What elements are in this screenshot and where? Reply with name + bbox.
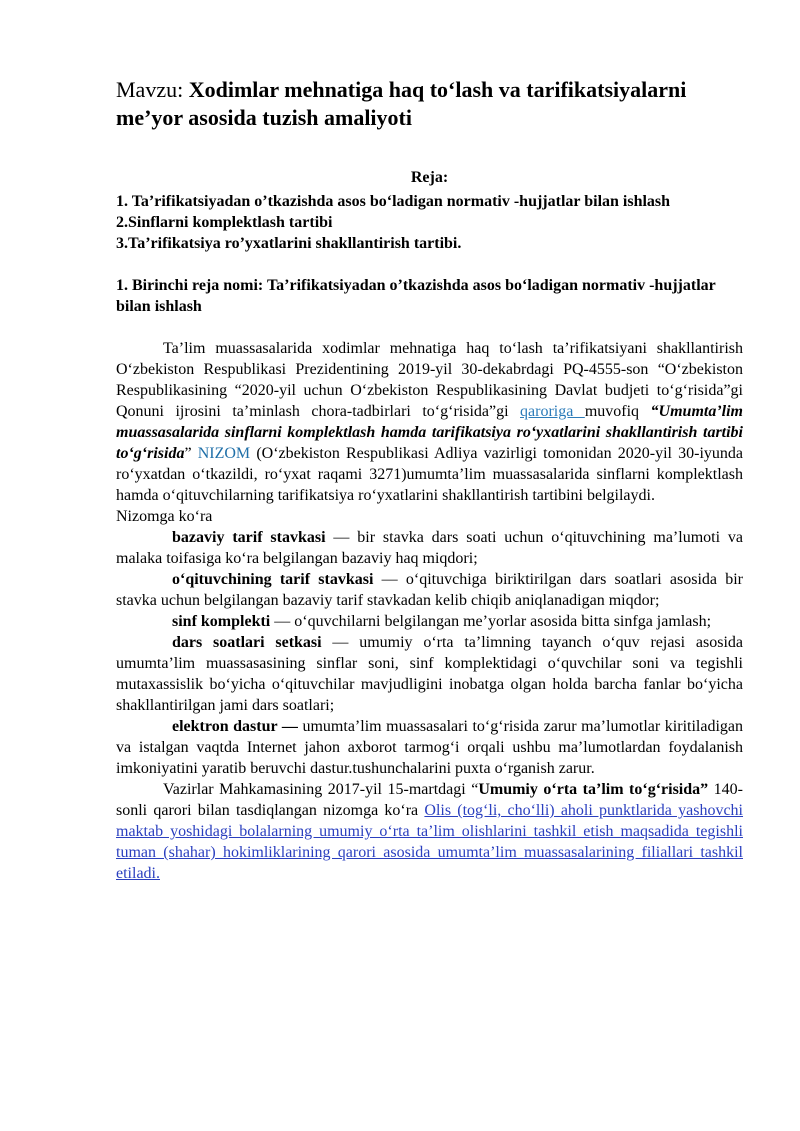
definition-term: o‘qituvchining tarif stavkasi (172, 571, 374, 588)
olis-link[interactable]: Olis (tog‘li, cho‘lli) aholi punktlarida yashovchi maktab yoshidagi bolalarning umumiy o‘rta ta’lim olishlarini tashkil etish maqsadida tegishli tuman (shahar) hokimliklarining qarori asosida umumta’lim muassasalarining filiallari tashkil etiladi. (116, 802, 744, 882)
paragraph-text: 140- sonli qarori bilan tasdiqlangan nizomga ko‘ra (116, 781, 743, 819)
paragraph-filial (116, 779, 743, 884)
definition-item (116, 632, 743, 716)
document-page (116, 76, 743, 884)
definition-term: dars soatlari setkasi (172, 634, 322, 651)
title-main: Xodimlar mehnatiga haq to‘lash va tarifikatsiyalarni me’yor asosida tuzish amaliyoti (116, 77, 687, 130)
definition-term: bazaviy tarif stavkasi (172, 529, 326, 546)
law-title: Umumiy o‘rta ta’lim to‘g‘risida” (478, 781, 709, 798)
plan-heading: Reja: (410, 169, 449, 186)
plan-item: 3.Ta’rifikatsiya ro’yxatlarini shakllantirish tartibi. (116, 235, 462, 252)
definition-text: — bir stavka dars soati uchun o‘qituvchining ma’lumoti va malaka toifasiga ko‘ra belgilangan bazaviy haq miqdori; (116, 529, 743, 567)
definition-item (116, 716, 743, 779)
definition-text: umumta’lim muassasalari to‘g‘risida zarur ma’lumotlar kiritiladigan va istalgan vaqtda Internet jahon axborot tarmog‘i orqali ushbu ma’lumotlardan foydalanish imkoniyatini yaratib beruvchi dastur.tushunchalarini puxta o‘rganish zarur. (116, 718, 743, 777)
nizom-title: “Umumta’lim muassasalarida sinflarni komplektlash hamda tarifikatsiya ro‘yxatlarini shakllantirish tartibi to‘g‘risida (116, 403, 743, 462)
plan-list (116, 191, 743, 254)
document-body (116, 338, 743, 884)
plan-item: 1. Ta’rifikatsiyadan o’tkazishda asos bo‘ladigan normativ -hujjatlar bilan ishlash (116, 193, 671, 210)
nizom-link[interactable]: NIZOM (197, 445, 251, 462)
paragraph-text: Vazirlar Mahkamasining 2017-yil 15-martdagi “ (163, 781, 479, 798)
definition-item (116, 527, 743, 569)
paragraph-text: ” (184, 445, 198, 462)
section-title: 1. Birinchi reja nomi: Ta’rifikatsiyadan o’tkazishda asos bo‘ladigan normativ -hujjatlar bilan ishlash (116, 277, 716, 315)
paragraph-intro (116, 338, 743, 506)
paragraph-text: muvofiq (584, 403, 651, 420)
paragraph-text: (O‘zbekiston Respublikasi Adliya vazirligi tomonidan 2020-yil 30-iyunda ro‘yxatdan o‘tkazildi, ro‘yxat raqami 3271)umumta’lim muassasalarida sinflarni komplektlash hamda o‘qituvchilarning tarifikatsiya ro‘yxatlarini shakllantirish tartibini belgilaydi. (116, 445, 743, 504)
nizomga-label: Nizomga ko‘ra (116, 508, 213, 525)
definition-term: sinf komplekti (172, 613, 271, 630)
document-title (116, 76, 743, 132)
definition-text: — umumiy o‘rta ta’limning tayanch o‘quv rejasi asosida umumta’lim muassasasining sinflar soni, sinf komplektidagi o‘quvchilar soni va tegishli mutaxassislik bo‘yicha o‘qituvchilar mavjudligini inobatga olgan holda barcha fanlar bo‘yicha shakllantirilgan jami dars soatlari; (116, 634, 743, 714)
definition-item (116, 569, 743, 611)
definition-item (116, 611, 743, 632)
definition-text: — o‘quvchilarni belgilangan me’yorlar asosida bitta sinfga jamlash; (270, 613, 712, 630)
title-prefix: Mavzu: (116, 77, 189, 102)
qaror-link[interactable]: qaroriga (520, 403, 585, 420)
definition-term: elektron dastur — (172, 718, 298, 735)
paragraph-text: Ta’lim muassasalarida xodimlar mehnatiga haq to‘lash ta’rifikatsiyani shakllantirish O‘zbekiston Respublikasi Prezidentining 2019-yil 30-dekabrdagi PQ-4555-son “O‘zbekiston Respublikasining “2020-yil uchun O‘zbekiston Respublikasining Davlat budjeti to‘g‘risida”gi Qonuni ijrosini ta’minlash chora-tadbirlari to‘g‘risida”gi (116, 340, 743, 420)
plan-item: 2.Sinflarni komplektlash tartibi (116, 214, 333, 231)
definition-text: — o‘qituvchiga biriktirilgan dars soatlari asosida bir stavka uchun belgilangan bazaviy tarif stavkadan kelib chiqib aniqlanadigan miqdor; (116, 571, 744, 609)
